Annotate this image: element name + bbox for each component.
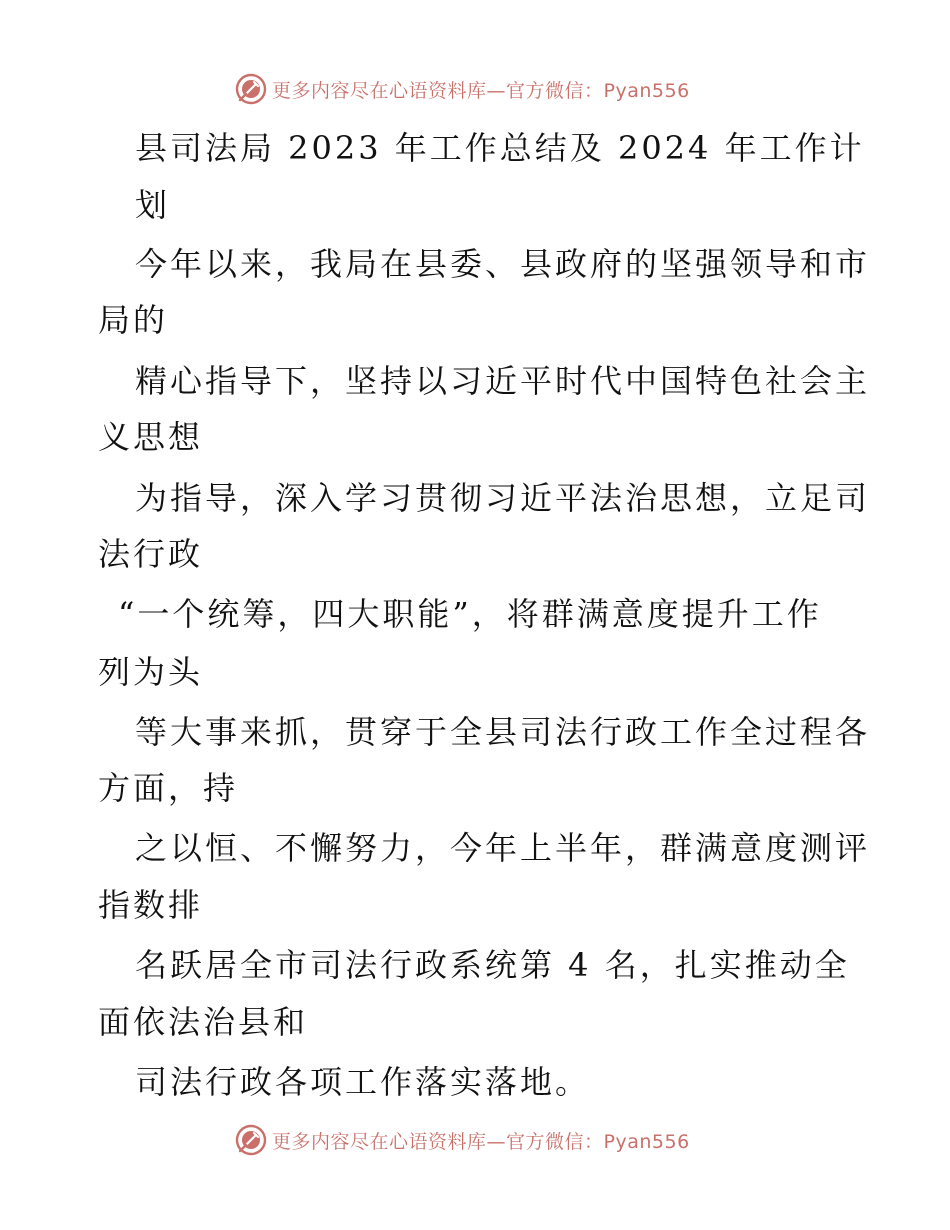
paragraph-line: 方面，持 — [98, 769, 239, 807]
paragraph-line: 局的 — [98, 301, 169, 339]
paragraph-line: 司法行政各项工作落实落地。 — [135, 1063, 591, 1101]
paragraph-line: 面依法治县和 — [98, 1003, 309, 1041]
footer-banner — [0, 1121, 950, 1161]
paragraph-line: 名跃居全市司法行政系统第 4 名，扎实推动全 — [135, 946, 850, 984]
document-title-line-2: 划 — [135, 186, 171, 224]
footer-banner-text: 更多内容尽在心语资料库—官方微信：Pyan556 — [272, 1131, 690, 1153]
paragraph-line: 为指导，深入学习贯彻习近平法治思想，立足司 — [135, 479, 871, 517]
paragraph-line: 指数排 — [98, 886, 204, 924]
paragraph-line: 等大事来抓，贯穿于全县司法行政工作全过程各 — [135, 713, 871, 751]
paragraph-line: 法行政 — [98, 535, 204, 573]
pen-seal-logo-icon — [235, 73, 267, 105]
paragraph-line: 列为头 — [98, 653, 204, 691]
pen-seal-logo-icon — [235, 1124, 267, 1156]
paragraph-line: “一个统筹，四大职能”，将群满意度提升工作 — [118, 595, 822, 633]
header-banner — [0, 70, 950, 110]
paragraph-line: 今年以来，我局在县委、县政府的坚强领导和市 — [135, 245, 871, 283]
document-title-line-1: 县司法局 2023 年工作总结及 2024 年工作计 — [135, 129, 865, 167]
header-banner-text: 更多内容尽在心语资料库—官方微信：Pyan556 — [272, 80, 690, 102]
paragraph-line: 之以恒、不懈努力，今年上半年，群满意度测评 — [135, 829, 871, 867]
paragraph-line: 义思想 — [98, 418, 204, 456]
paragraph-line: 精心指导下，坚持以习近平时代中国特色社会主 — [135, 362, 871, 400]
